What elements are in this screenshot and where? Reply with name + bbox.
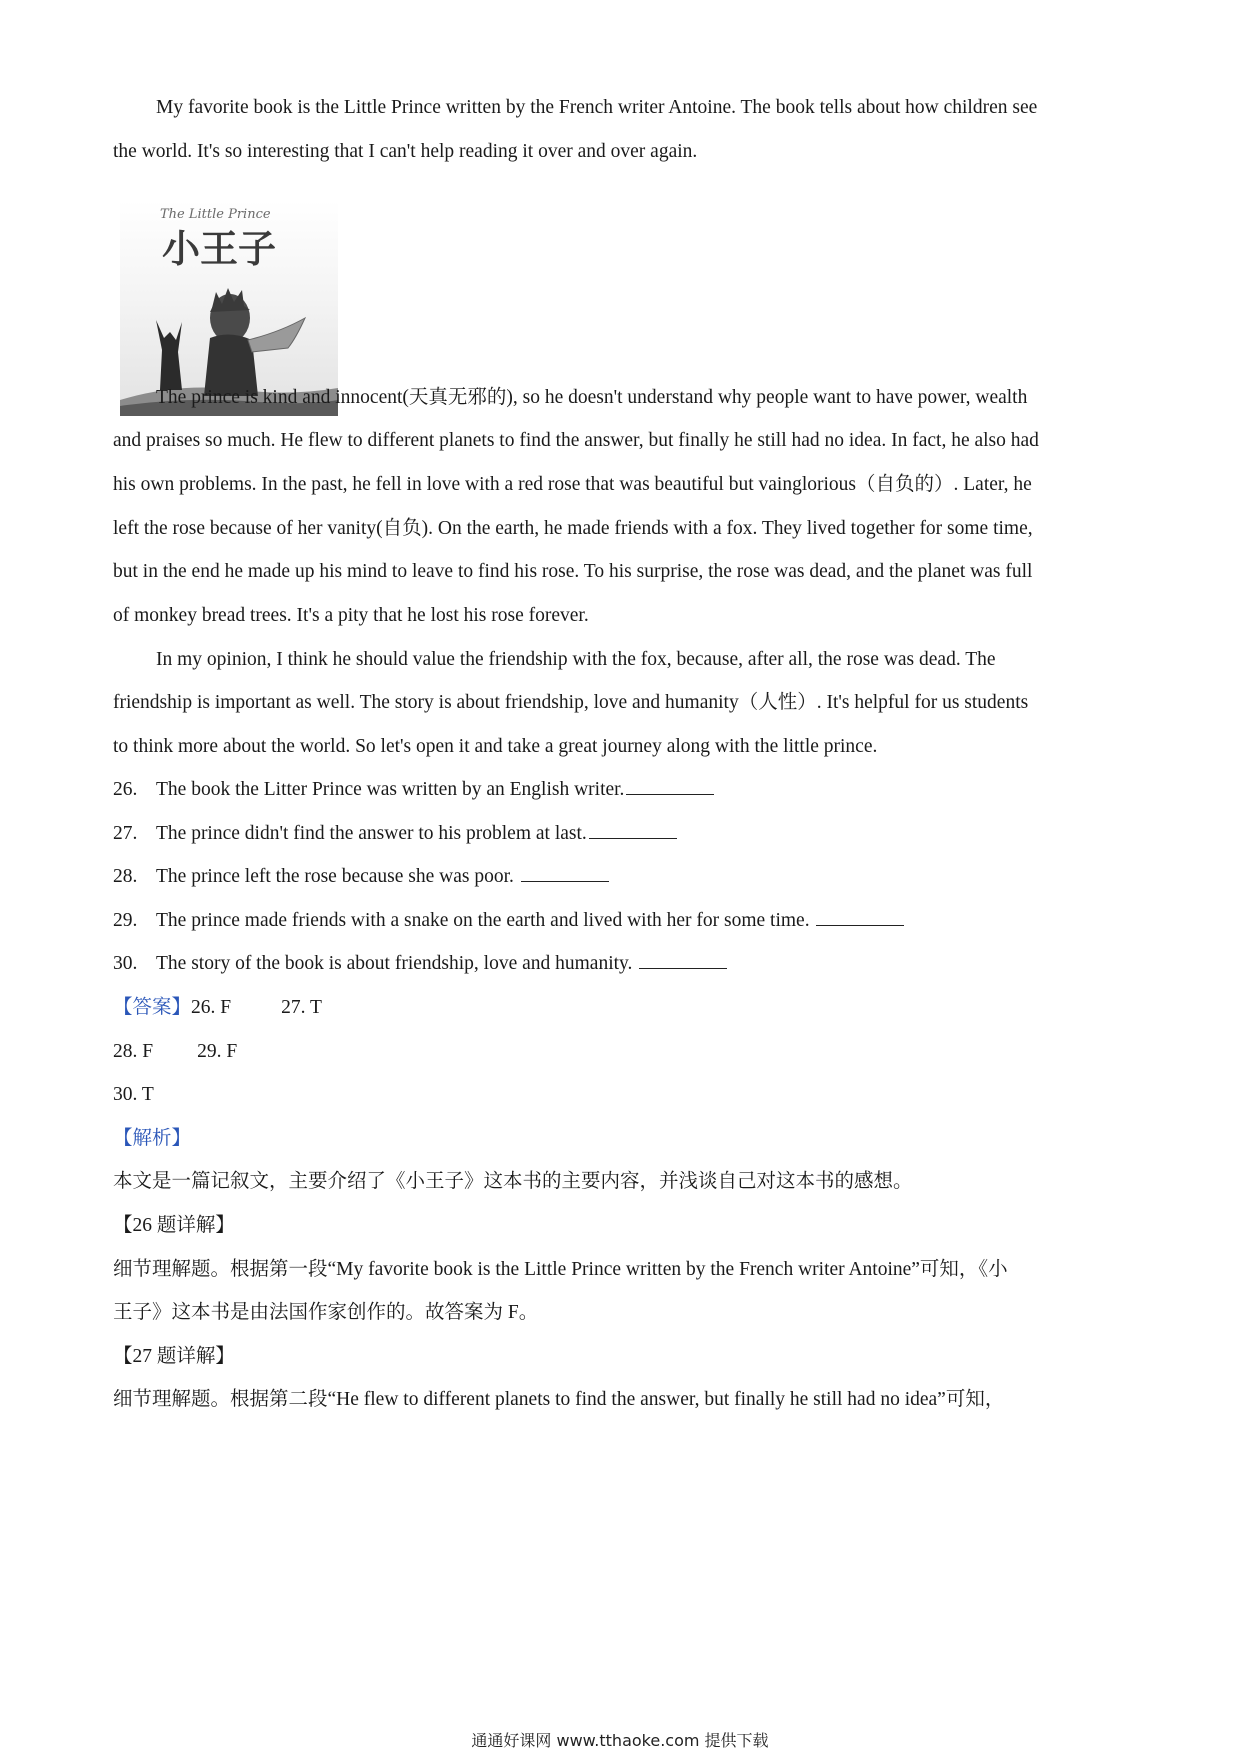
question-28: [113, 863, 1133, 891]
book-title-en: The Little Prince: [160, 207, 271, 222]
page-footer: 通通好课网 www.tthaoke.com 提供下载: [471, 1731, 769, 1750]
analysis-summary: 本文是一篇记叙文，主要介绍了《小王子》这本书的主要内容，并浅谈自己对这本书的感想。: [113, 1171, 913, 1192]
answer-29: 29. F: [197, 1041, 238, 1062]
q27-detail-tag: 【27 题详解】: [113, 1346, 235, 1367]
analysis-tag: 【解析】: [113, 1128, 192, 1149]
question-number: 27.: [113, 823, 138, 844]
answer-blank[interactable]: [816, 907, 904, 926]
answer-line: [113, 1081, 1133, 1109]
answer-blank[interactable]: [589, 820, 677, 839]
q26-detail-tag: 【26 题详解】: [113, 1215, 235, 1236]
analysis-line: 王子》这本书是由法国作家创作的。故答案为 F。: [113, 1302, 539, 1323]
answer-26: 26. F: [191, 997, 232, 1018]
question-27: [113, 820, 1133, 848]
answer-blank[interactable]: [626, 776, 714, 795]
passage-line: the world. It's so interesting that I can't help reading it over and over again.: [113, 141, 698, 162]
question-text: The prince left the rose because she was poor.: [156, 866, 519, 887]
passage-line: and praises so much. He flew to different planets to find the answer, but finally he still had no idea. In fact, he also had: [113, 430, 1039, 451]
passage-line: My favorite book is the Little Prince written by the French writer Antoine. The book tells about how children see: [156, 97, 1038, 118]
passage-line: friendship is important as well. The story is about friendship, love and humanity（人性）. It's helpful for us students: [113, 692, 1029, 713]
question-text: The book the Litter Prince was written by an English writer.: [156, 779, 625, 800]
passage-line: to think more about the world. So let's open it and take a great journey along with the little prince.: [113, 736, 878, 757]
book-title-zh: 小王子: [162, 227, 277, 271]
question-text: The prince made friends with a snake on the earth and lived with her for some time.: [156, 910, 815, 931]
question-number: 30.: [113, 953, 138, 974]
answer-27: 27. T: [281, 997, 322, 1018]
passage-line: In my opinion, I think he should value the friendship with the fox, because, after all, the rose was dead. The: [156, 649, 996, 670]
question-text: The prince didn't find the answer to his problem at last.: [156, 823, 587, 844]
question-number: 29.: [113, 910, 138, 931]
answer-30: 30. T: [113, 1084, 154, 1105]
passage-line: but in the end he made up his mind to leave to find his rose. To his surprise, the rose was dead, and the planet was full: [113, 561, 1033, 582]
passage-line: The prince is kind and innocent(天真无邪的), so he doesn't understand why people want to have power, wealth: [156, 387, 1028, 408]
answer-blank[interactable]: [521, 863, 609, 882]
answer-line: [113, 1038, 1133, 1066]
passage-line: left the rose because of her vanity(自负). On the earth, he made friends with a fox. They lived together for some time,: [113, 518, 1033, 539]
answer-line: [113, 994, 1133, 1022]
passage-line: of monkey bread trees. It's a pity that he lost his rose forever.: [113, 605, 589, 626]
question-26: [113, 776, 1133, 804]
question-30: [113, 950, 1133, 978]
passage-line: his own problems. In the past, he fell in love with a red rose that was beautiful but vainglorious（自负的）. Later, he: [113, 474, 1032, 495]
answer-blank[interactable]: [639, 950, 727, 969]
answer-28: 28. F: [113, 1041, 154, 1062]
question-number: 28.: [113, 866, 138, 887]
analysis-line: 细节理解题。根据第二段“He flew to different planets to find the answer, but finally he still had no idea”可知，: [113, 1389, 1005, 1410]
answer-tag: 【答案】: [113, 997, 192, 1018]
analysis-line: 细节理解题。根据第一段“My favorite book is the Little Prince written by the French writer Antoine”可知，《小: [113, 1259, 1008, 1280]
question-29: [113, 907, 1133, 935]
question-number: 26.: [113, 779, 138, 800]
question-text: The story of the book is about friendship, love and humanity.: [156, 953, 638, 974]
